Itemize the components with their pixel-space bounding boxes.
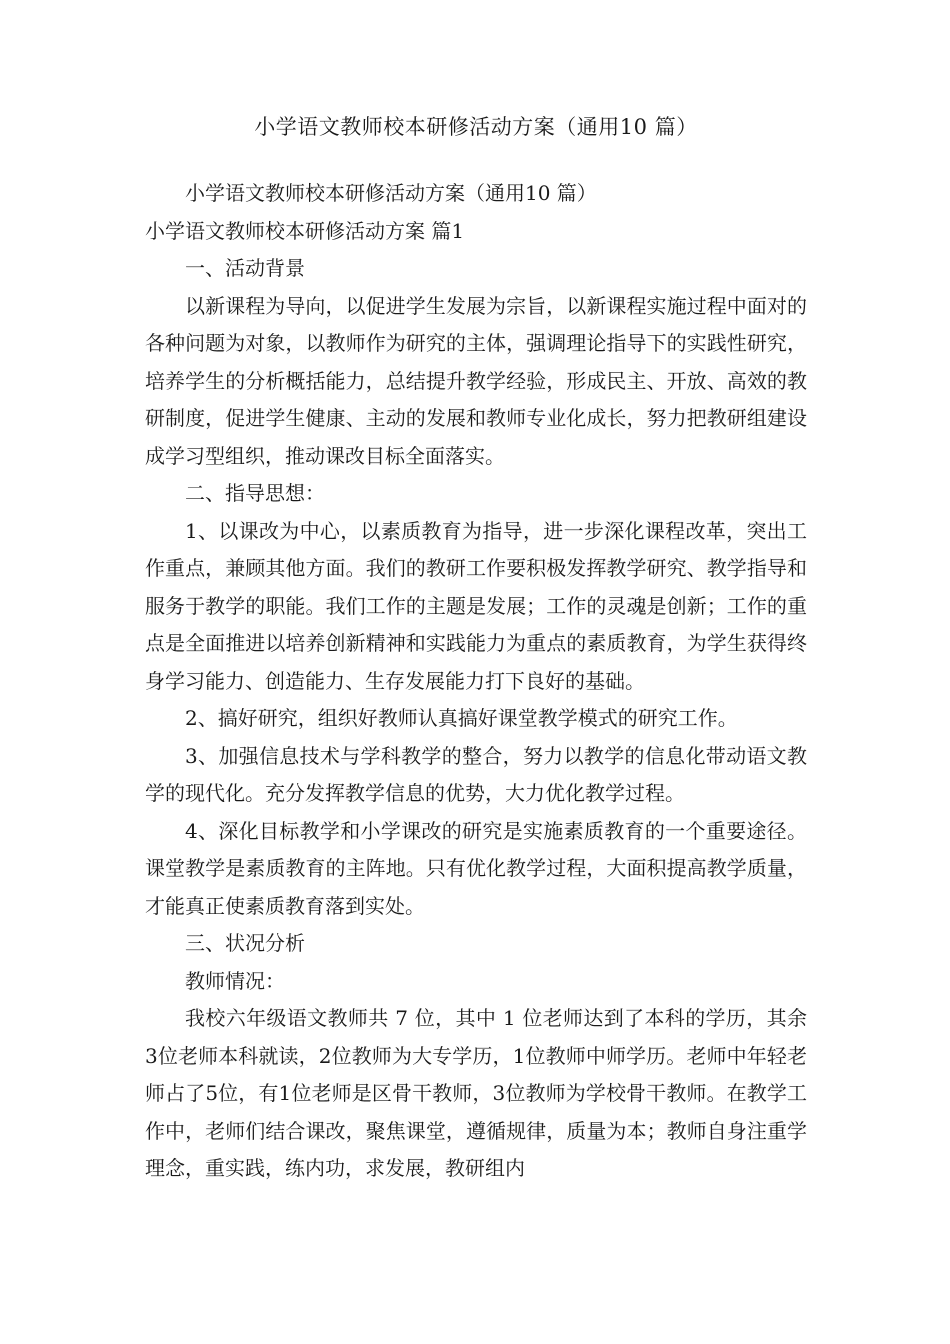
paragraph: 3、加强信息技术与学科教学的整合，努力以教学的信息化带动语文教学的现代化。充分发挥教学信息的优势，大力优化教学过程。 <box>145 743 807 805</box>
paragraph: 三、状况分析 <box>185 931 305 955</box>
paragraph: 4、深化目标教学和小学课改的研究是实施素质教育的一个重要途径。课堂教学是素质教育的主阵地。只有优化教学过程，大面积提高教学质量，才能真正使素质教育落到实处。 <box>145 818 807 918</box>
paragraph: 1、以课改为中心，以素质教育为指导，进一步深化课程改革，突出工作重点，兼顾其他方面。我们的教研工作要积极发挥教学研究、教学指导和服务于教学的职能。我们工作的主题是发展；工作的灵魂是创新；工作的重点是全面推进以培养创新精神和实践能力为重点的素质教育，为学生获得终身学习能力、创造能力、生存发展能力打下良好的基础。 <box>145 518 807 693</box>
paragraph: 二、指导思想： <box>185 481 325 505</box>
document-page <box>145 108 807 1188</box>
paragraph: 一、活动背景 <box>185 256 305 280</box>
paragraph: 以新课程为导向，以促进学生发展为宗旨，以新课程实施过程中面对的各种问题为对象，以教师作为研究的主体，强调理论指导下的实践性研究，培养学生的分析概括能力，总结提升教学经验，形成民主、开放、高效的教研制度，促进学生健康、主动的发展和教师专业化成长，努力把教研组建设成学习型组织，推动课改目标全面落实。 <box>145 293 807 468</box>
document-body <box>145 175 807 1188</box>
paragraph: 小学语文教师校本研修活动方案 篇1 <box>145 218 465 243</box>
paragraph: 教师情况： <box>185 968 285 993</box>
document-title: 小学语文教师校本研修活动方案（通用10 篇） <box>254 115 698 139</box>
paragraph: 2、搞好研究，组织好教师认真搞好课堂教学模式的研究工作。 <box>185 706 738 730</box>
paragraph: 小学语文教师校本研修活动方案（通用10 篇） <box>185 181 597 205</box>
paragraph: 我校六年级语文教师共 7 位，其中 1 位老师达到了本科的学历，其余3位老师本科就读，2位教师为大专学历，1位教师中师学历。老师中年轻老师占了5位，有1位老师是区骨干教师，3位教师为学校骨干教师。在教学工作中，老师们结合课改，聚焦课堂，遵循规律，质量为本；教师自身注重学理念，重实践，练内功，求发展，教研组内 <box>145 1006 807 1180</box>
